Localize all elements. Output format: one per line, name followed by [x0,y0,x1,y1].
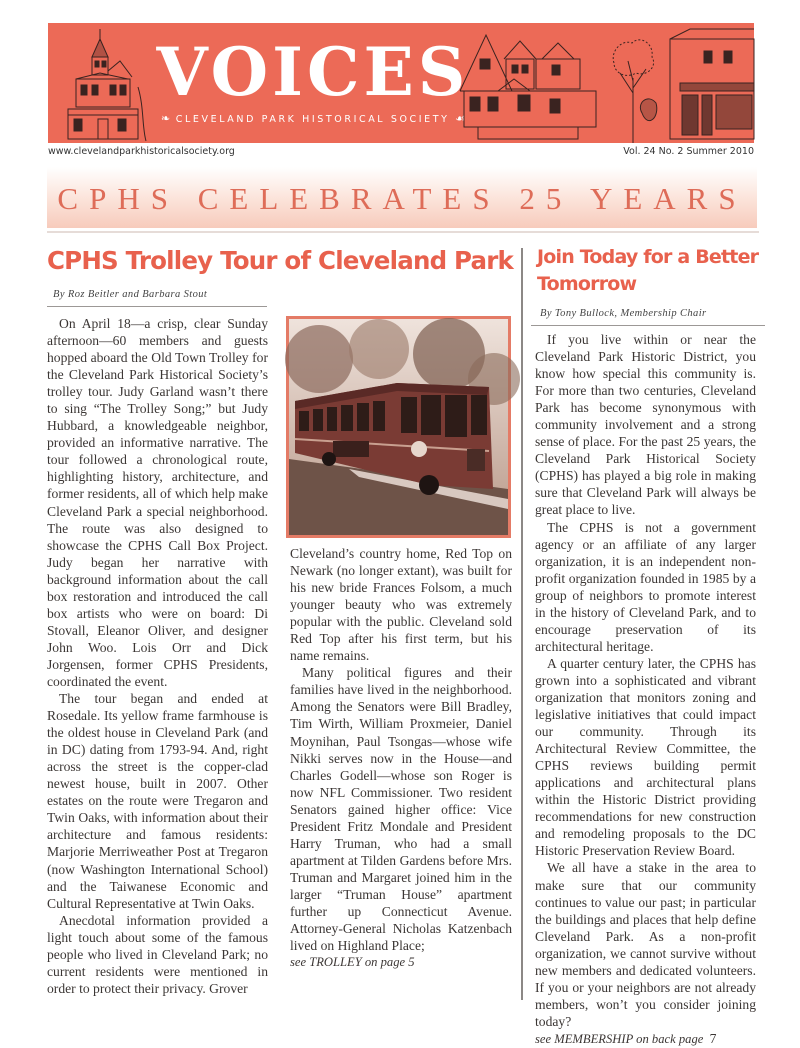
masthead-subtitle [148,112,478,125]
byline-rule [47,306,267,307]
issue-info: Vol. 24 No. 2 Summer 2010 [623,146,754,157]
tree-illustration [608,33,658,143]
trolley-article-column-1 [47,315,268,997]
paragraph: Cleveland’s country home, Red Top on Newark (no longer extant), was built for his new bride Frances Folsom, a much younger beauty who was extremely popular with the public. Cleveland sold Red Top after his first term, but his name remains. [290,546,512,664]
banner-divider [47,231,759,233]
website-url[interactable]: www.clevelandparkhistoricalsociety.org [48,146,235,157]
byline-rule [531,325,765,326]
paragraph: The tour began and ended at Rosedale. Its yellow frame farmhouse is the oldest house in Cleveland Park (and in DC) dating from 1793-94. And, right across the street is the copper-clad newest house, built in 2007. Other estates on the route were Tregaron and Twin Oaks, with information about their architecture and famous residents: Marjorie Merriweather Post at Tregaron (now Washington International School) and the Taiwanese Economic and Cultural Representative at Twin Oaks. [47,691,268,911]
membership-article-column [535,331,756,1048]
continued-on-link[interactable]: see MEMBERSHIP on back page [535,1031,704,1046]
paragraph: If you live within or near the Cleveland Park Historic District, you know how special this community is. For more than two centuries, Cleveland Park has become synonymous with community involvement and a strong sense of place. For the past 25 years, the Cleveland Park Historical Society (CPHS) has played a big role in making sure that Cleveland Park will always be great place to live. [535,332,756,518]
membership-article-headline: Join Today for a Better Tomorrow [537,246,759,295]
column-divider [521,248,523,1000]
paragraph: On April 18—a crisp, clear Sunday afternoon—60 members and guests hopped aboard the Old Town Trolley for the Cleveland Park Historical Society’s trolley tour. Judy Garland wasn’t there to sing “The Trolley Song;” but Judy Hubbard, a knowledgeable neighbor, provided an informative narrative. The tour followed a chronological route, highlighting history, architecture, and former residents, all of which help make Cleveland Park a special neighborhood. The route was also designed to showcase the CPHS Call Box Project. Judy began her narrative with background information about the call box restoration and introduced the call box artists who were on board: Di Stovall, Eleanor Oliver, and designer John Woo. Lois Orr and Dick Jorgensen, former CPHS Presidents, coordinated the event. [47,316,268,689]
masthead-title: VOICES [156,33,470,111]
storefront-illustration [660,25,754,143]
paragraph: The CPHS is not a government agency or an affiliate of any larger organization, it is an independent non-profit organization founded in 1985 by a group of neighbors to promote interest in the history of Cleveland Park, and to encourage preservation of its architectural heritage. [535,519,756,654]
masthead [48,23,754,143]
society-name: CLEVELAND PARK HISTORICAL SOCIETY [175,114,450,125]
trolley-article-column-2 [290,545,512,971]
trolley-photo [286,316,511,538]
ornament-left-icon: ❧ [160,112,171,125]
queen-anne-house-illustration [458,29,598,141]
continued-on-line [535,1030,756,1048]
page-number: 7 [709,1030,717,1046]
paragraph: We all have a stake in the area to make sure that our community continues to value our past; in particular the buildings and places that help define Cleveland Park. As a non-profit organization, we cannot survive without new members and dedicated volunteers. If you or your neighbors are not already members, won’t you consider joining today? [535,860,756,1029]
membership-article-byline: By Tony Bullock, Membership Chair [540,308,707,319]
celebration-banner [47,167,757,228]
banner-text: CPHS CELEBRATES 25 YEARS [57,181,747,216]
paragraph: A quarter century later, the CPHS has grown into a sophisticated and vibrant organization that monitors zoning and legislative initiatives that could impact our community. Through its Architectural Review Committee, the CPHS reviews building permit applications and architectural plans within the Historic District providing recommendations for new construction and remodeling proposals to the DC Historic Preservation Review Board. [535,655,756,859]
trolley-article-headline: CPHS Trolley Tour of Cleveland Park [47,246,514,275]
paragraph: Anecdotal information provided a light touch about some of the famous people who lived in Cleveland Park; no current residents were mentioned in order to protect their privacy. Grover [47,912,268,996]
trolley-article-byline: By Roz Beitler and Barbara Stout [53,289,208,300]
paragraph: Many political figures and their families have lived in the neighborhood. Among the Senators were Bill Bradley, Tim Wirth, William Proxmeier, Daniel Moynihan, Paul Tsongas—whose wife Nikki serves now in the House—and Charles Godell—whose son Roger is now NFL Commissioner. Two resident Senators gained higher office: Vice President Fritz Mondale and President Harry Truman, who had a small apartment at Tilden Gardens before Mrs. Truman and Margaret joined him in the larger “Truman House” apartment further up Connecticut Avenue. Attorney-General Nicholas Katzenbach lived on Highland Place; [290,665,512,954]
continued-on-link[interactable]: see TROLLEY on page 5 [290,955,415,970]
victorian-house-illustration [58,27,148,143]
ornament-right-icon: ☙ [455,112,466,125]
